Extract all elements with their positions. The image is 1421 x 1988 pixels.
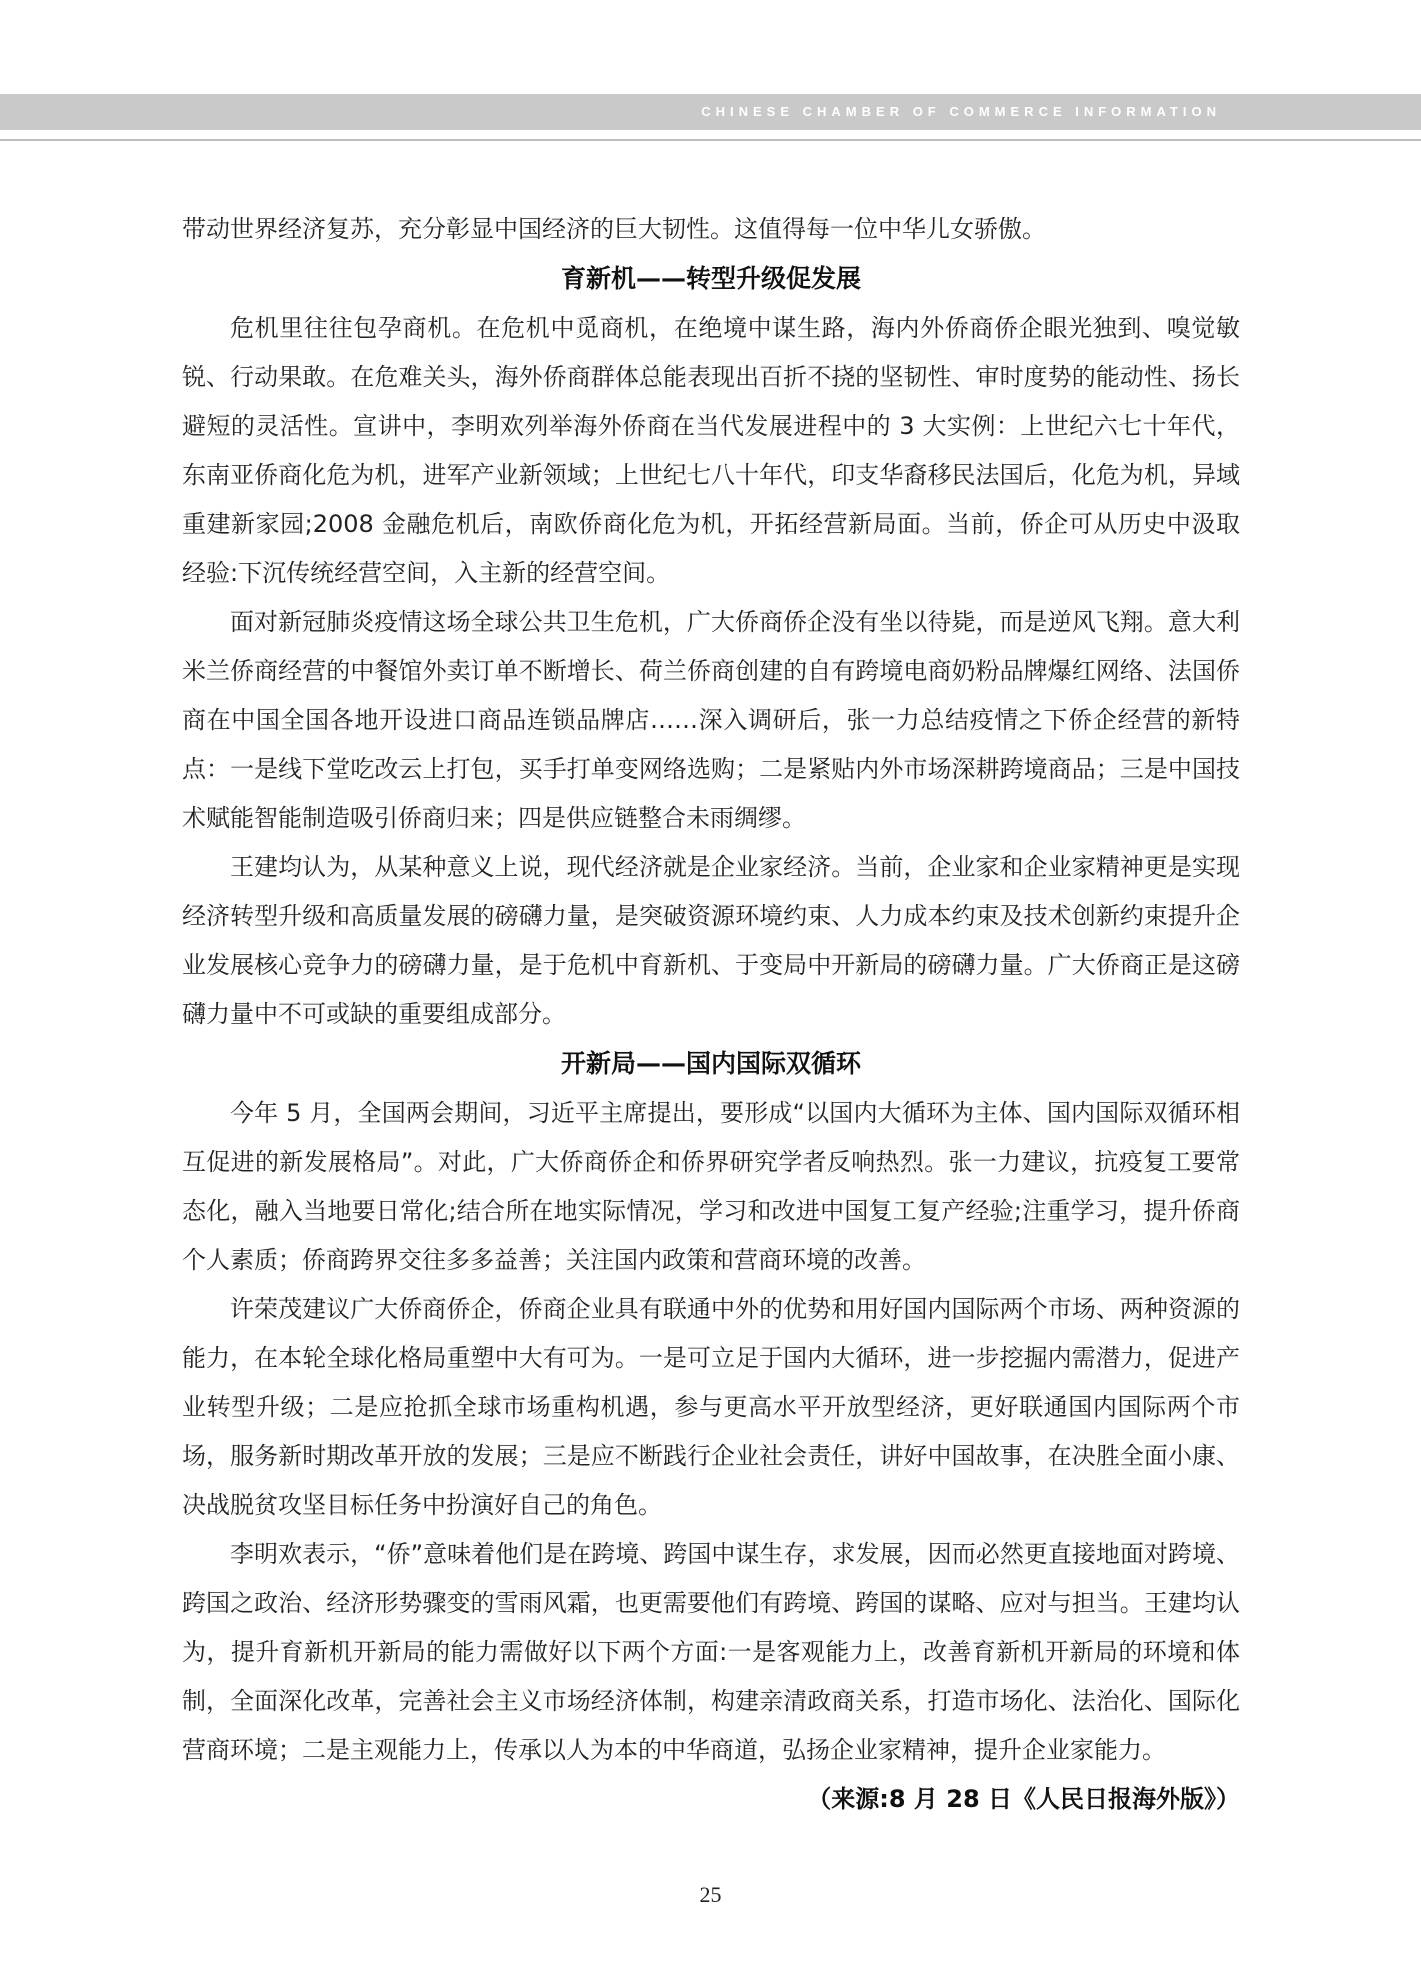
section-title-new-opportunities: 育新机——转型升级促发展 [560,264,861,293]
section-title-new-situation: 开新局——国内国际双循环 [560,1049,861,1078]
body-paragraph: 王建均认为，从某种意义上说，现代经济就是企业家经济。当前，企业家和企业家精神更是实现经济转型升级和高质量发展的磅礴力量，是突破资源环境约束、人力成本约束及技术创新约束提升企业发展核心竞争力的磅礴力量，是于危机中育新机、于变局中开新局的磅礴力量。广大侨商正是这磅礴力量中不可或缺的重要组成部分。 [182,853,1240,1028]
body-paragraph: 许荣茂建议广大侨商侨企，侨商企业具有联通中外的优势和用好国内国际两个市场、两种资源的能力，在本轮全球化格局重塑中大有可为。一是可立足于国内大循环，进一步挖掘内需潜力，促进产业转型升级；二是应抢抓全球市场重构机遇，参与更高水平开放型经济，更好联通国内国际两个市场，服务新时期改革开放的发展；三是应不断践行企业社会责任，讲好中国故事，在决胜全面小康、决战脱贫攻坚目标任务中扮演好自己的角色。 [182,1295,1240,1519]
body-paragraph: 今年 5 月，全国两会期间，习近平主席提出，要形成“以国内大循环为主体、国内国际双循环相互促进的新发展格局”。对此，广大侨商侨企和侨界研究学者反响热烈。张一力建议，抗疫复工要常态化，融入当地要日常化;结合所在地实际情况，学习和改进中国复工复产经验;注重学习，提升侨商个人素质；侨商跨界交往多多益善；关注国内政策和营商环境的改善。 [182,1099,1240,1274]
body-paragraph: 面对新冠肺炎疫情这场全球公共卫生危机，广大侨商侨企没有坐以待毙，而是逆风飞翔。意大利米兰侨商经营的中餐馆外卖订单不断增长、荷兰侨商创建的自有跨境电商奶粉品牌爆红网络、法国侨商在中国全国各地开设进口商品连锁品牌店……深入调研后，张一力总结疫情之下侨企经营的新特点：一是线下堂吃改云上打包，买手打单变网络选购；二是紧贴内外市场深耕跨境商品；三是中国技术赋能智能制造吸引侨商归来；四是供应链整合未雨绸缪。 [182,608,1240,832]
source-citation: （来源:8 月 28 日《人民日报海外版》） [807,1785,1240,1813]
running-header: CHINESE CHAMBER OF COMMERCE INFORMATION [701,104,1221,119]
header-divider [0,139,1421,141]
final-paragraph-text: 李明欢表示，“侨”意味着他们是在跨境、跨国中谋生存，求发展，因而必然更直接地面对跨境、跨国之政治、经济形势骤变的雪雨风霜，也更需要他们有跨境、跨国的谋略、应对与担当。王建均认为，提升育新机开新局的能力需做好以下两个方面:一是客观能力上，改善育新机开新局的环境和体制，全面深化改革，完善社会主义市场经济体制，构建亲清政商关系，打造市场化、法治化、国际化营商环境；二是主观能力上，传承以人为本的中华商道，弘扬企业家精神，提升企业家能力。 [182,1540,1240,1764]
article-body [182,205,1240,1824]
final-paragraph [182,1530,1240,1813]
page-number: 25 [699,1882,722,1907]
body-paragraph: 危机里往往包孕商机。在危机中觅商机，在绝境中谋生路，海内外侨商侨企眼光独到、嗅觉敏锐、行动果敢。在危难关头，海外侨商群体总能表现出百折不挠的坚韧性、审时度势的能动性、扬长避短的灵活性。宣讲中，李明欢列举海外侨商在当代发展进程中的 3 大实例：上世纪六七十年代，东南亚侨商化危为机，进军产业新领域；上世纪七八十年代，印支华裔移民法国后，化危为机，异域重建新家园;2008 金融危机后，南欧侨商化危为机，开拓经营新局面。当前，侨企可从历史中汲取经验:下沉传统经营空间，入主新的经营空间。 [182,314,1240,587]
intro-paragraph: 带动世界经济复苏，充分彰显中国经济的巨大韧性。这值得每一位中华儿女骄傲。 [182,215,1046,243]
